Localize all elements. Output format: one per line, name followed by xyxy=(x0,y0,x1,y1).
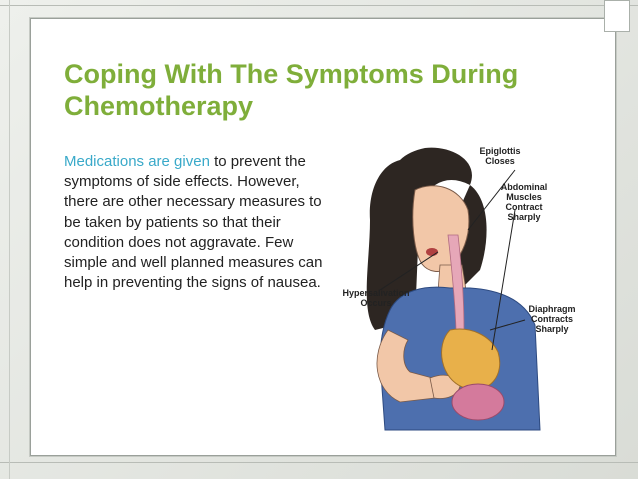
label-diaphragm-2: Contracts xyxy=(530,314,574,324)
label-abdominal-1: Abdominal xyxy=(500,182,548,192)
frame-rule-left xyxy=(9,0,10,479)
frame-rule-top xyxy=(0,5,638,6)
label-hyper-1: Hypersalivation xyxy=(342,288,410,298)
label-diaphragm-3: Sharply xyxy=(535,324,569,334)
label-epiglottis-2: Closes xyxy=(485,156,515,166)
corner-decoration xyxy=(604,0,630,32)
body-paragraph xyxy=(64,152,324,293)
label-epiglottis xyxy=(480,146,521,166)
slide-title xyxy=(64,58,604,122)
body-text-rest: to prevent the symptoms of side effects. However, there are other necessary measures to be taken by patients so that their condition does not aggravate. Few simple and well planned measures can help in preventing the signs of nausea. xyxy=(64,153,323,292)
label-epiglottis-1: Epiglottis xyxy=(479,146,521,156)
title-line-1: Coping With The Symptoms During xyxy=(64,59,519,89)
frame-rule-bottom xyxy=(0,462,638,463)
label-abdominal-4: Sharply xyxy=(507,212,541,222)
title-line-2: Chemotherapy xyxy=(64,91,254,121)
label-abdominal-2: Muscles xyxy=(506,192,542,202)
label-abdominal-3: Contract xyxy=(505,202,543,212)
medications-link[interactable]: Medications are given xyxy=(64,153,215,170)
label-diaphragm xyxy=(528,304,575,334)
label-hyper-2: Occurs xyxy=(360,298,392,308)
label-diaphragm-1: Diaphragm xyxy=(528,304,576,314)
vomiting-diagram xyxy=(340,140,585,440)
mouth xyxy=(426,248,438,256)
intestines xyxy=(452,384,504,420)
label-abdominal xyxy=(501,182,548,222)
